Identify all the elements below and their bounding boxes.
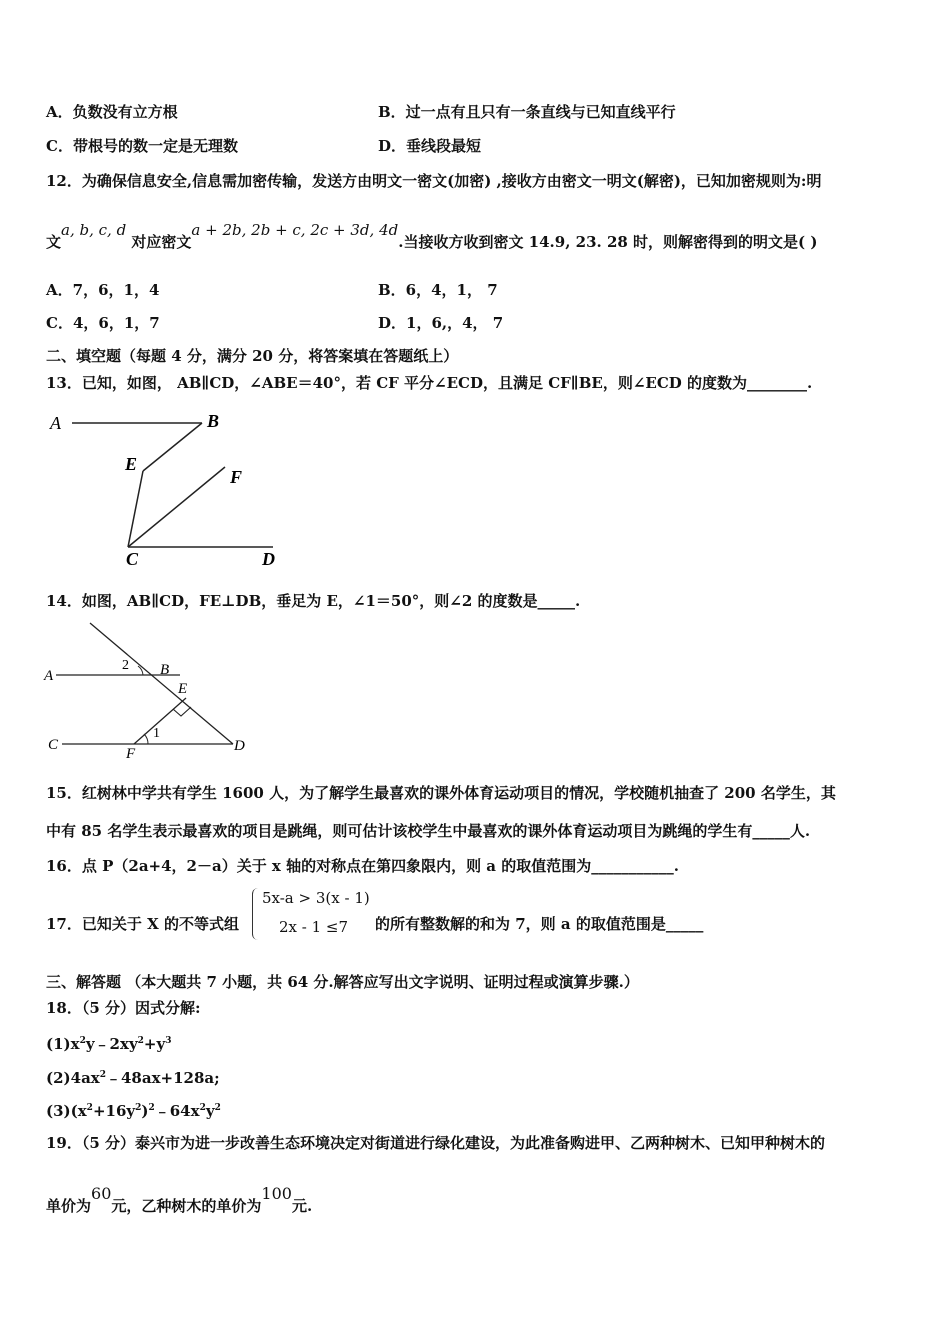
q14-text: 14．如图，AB∥CD，FE⊥DB，垂足为 E，∠1＝50°，则∠2 的度数是_____. (46, 592, 581, 610)
q17-ineq2: 2x - 1 ≤7 (279, 918, 349, 936)
q15-line2: 中有 85 名学生表示最喜欢的项目是跳绳，则可估计该校学生中最喜欢的课外体育运动项目为跳绳的学生有_____人. (46, 822, 811, 840)
q14-label-d: D (234, 738, 245, 754)
q13-figure (40, 405, 300, 575)
q19-line1: 19．（5 分）泰兴市为进一步改善生态环境决定对街道进行绿化建设，为此准备购进甲、乙两种树木、已知甲种树木的 (46, 1134, 826, 1152)
q17-brace (252, 888, 259, 940)
section3-heading: 三、解答题 （本大题共 7 小题，共 64 分.解答应写出文字说明、证明过程或演算步骤.） (46, 973, 639, 991)
q18-title: 18．（5 分）因式分解: (46, 999, 201, 1017)
q17-post: 的所有整数解的和为 7，则 a 的取值范围是_____ (375, 915, 704, 933)
q11-option-d: D．垂线段最短 (378, 137, 482, 155)
q11-option-a: A．负数没有立方根 (46, 103, 178, 121)
q13-label-f: F (230, 467, 243, 487)
section2-heading: 二、填空题（每题 4 分，满分 20 分，将答案填在答题纸上） (46, 347, 459, 365)
q14-label-f: F (126, 746, 136, 762)
q13-label-d: D (262, 549, 275, 569)
q11-option-b: B．过一点有且只有一条直线与已知直线平行 (378, 103, 676, 121)
q12-cipher-expr: a + 2b, 2b + c, 2c + 3d, 4d (191, 221, 399, 239)
q12-option-b: B．6，4，1， 7 (378, 281, 498, 299)
q18-part3: $(3)(x^2+16y^2)^2﹣64x^2y^2$ (46, 1102, 221, 1120)
q14-label-b: B (160, 662, 170, 678)
q12-text-line2 (46, 221, 818, 252)
q15-line1: 15．红树林中学共有学生 1600 人，为了解学生最喜欢的课外体育运动项目的情况，学校随机抽查了 200 名学生，其 (46, 784, 836, 802)
q13-label-c: C (126, 549, 139, 569)
q13-text: 13．已知，如图， AB∥CD，∠ABE＝40°，若 CF 平分∠ECD，且满足 CF∥BE，则∠ECD 的度数为________. (46, 374, 813, 392)
q16-text: 16．点 P（2a+4，2－a）关于 x 轴的对称点在第四象限内，则 a 的取值范围为___________. (46, 857, 679, 875)
q14-label-a: A (44, 668, 54, 684)
q14-label-e: E (178, 681, 188, 697)
q18-part1: $(1)x^2y﹣2xy^2+y^3$ (46, 1035, 172, 1053)
q14-angle-1: 1 (153, 726, 160, 741)
q19-line2: 单价为60元，乙种树木的单价为100元. (46, 1184, 313, 1215)
q13-label-e: E (125, 454, 138, 474)
q14-label-c: C (48, 737, 59, 753)
q14-angle-2: 2 (122, 658, 129, 673)
q19-price-b: 100 (261, 1184, 292, 1203)
q11-option-c: C．带根号的数一定是无理数 (46, 137, 238, 155)
q12-mid: 对应密文 (131, 233, 192, 251)
q19-price-a: 60 (91, 1184, 112, 1203)
q17-ineq1: 5x-a > 3(x - 1) (262, 889, 370, 907)
q12-option-d: D．1，6,，4， 7 (378, 314, 504, 332)
q12-plain-vars: a, b, c, d (61, 221, 127, 239)
q17-pre: 17．已知关于 X 的不等式组 (46, 915, 239, 933)
q12-option-a: A．7，6，1，4 (46, 281, 160, 299)
q12-option-c: C．4，6，1，7 (46, 314, 160, 332)
q12-text-line1: 12．为确保信息安全,信息需加密传输，发送方由明文一密文(加密) ,接收方由密文一明文(解密)，已知加密规则为:明 (46, 172, 822, 190)
q12-post: .当接收方收到密文 14.9, 23. 28 时，则解密得到的明文是( ) (398, 233, 818, 251)
q18-part2: $(2)4ax^2﹣48ax+128a$; (46, 1069, 220, 1087)
q12-pre: 文 (46, 233, 62, 251)
q13-label-b: B (207, 411, 220, 431)
q14-figure (40, 618, 260, 763)
q13-label-a: A (50, 413, 61, 433)
